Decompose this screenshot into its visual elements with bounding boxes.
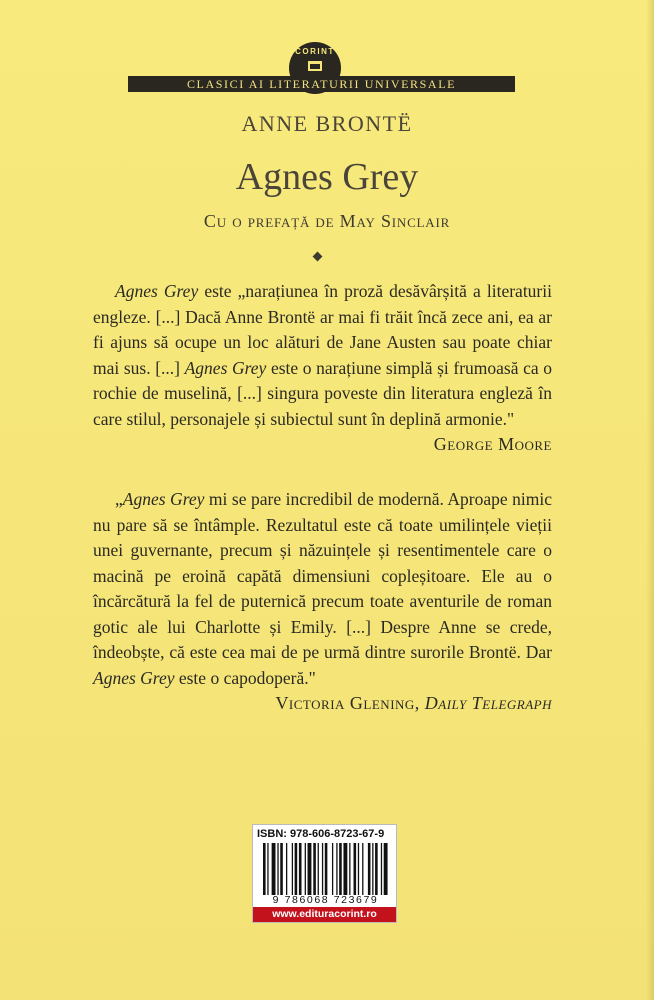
review-quote-1 (93, 279, 552, 458)
review-quote-2 (93, 487, 552, 717)
attribution-source: Daily Telegraph (424, 693, 552, 713)
barcode-label (252, 824, 397, 923)
attribution-author: Victoria Glening (275, 693, 415, 713)
quote-segment: este „narațiunea în proză desăvârșită a literaturii engleze. [...] Dacă Anne Brontë ar mai fi trăit încă zece ani, ea ar fi ajuns să ocupe un loc alături de Jane Austen sau poate chiar mai sus. [...] (93, 281, 552, 378)
quote-attribution (93, 432, 552, 458)
publisher-website: www.edituracorint.ro (253, 907, 396, 922)
italic-title: Agnes Grey (115, 281, 199, 301)
author-name: ANNE BRONTË (241, 111, 413, 136)
quote-segment: mi se pare incredibil de modernă. Aproape nimic nu pare să se întâmple. Rezultatul este că toate umilințele vieții unei guvernante, precum și năzuințele și resentimentele care o macină pe eroină capătă dimensiuni copleșitoare. Ele au o încărcătură la fel de puternică precum toate aventurile de roman gotic ale lui Charlotte și Emily. [...] Despre Anne se crede, îndeobște, că este cea mai de pe urmă dintre surorile Brontë. Dar (93, 489, 552, 662)
quote-segment: este o capodoperă." (174, 667, 316, 688)
isbn-text: ISBN: 978-606-8723-67-9 (257, 828, 385, 840)
quote-text (93, 279, 552, 432)
series-band: CLASICI AI LITERATURII UNIVERSALE (128, 76, 515, 92)
quote-segment: „ (115, 489, 123, 509)
quote-segment: este o narațiune simplă și frumoasă ca o rochie de muselină, [...] singura poveste din literatura engleză în care stilul, personajele și subiectul sunt în deplină armonie." (93, 357, 552, 429)
publisher-logo-text: CORINT (295, 47, 335, 56)
quote-text (93, 487, 552, 691)
barcode-digits: 9 786068 723679 (272, 894, 379, 906)
book-title: Agnes Grey (235, 156, 419, 198)
italic-title: Agnes Grey (122, 489, 205, 509)
attribution-author: George Moore (433, 434, 552, 454)
italic-title: Agnes Grey (184, 357, 267, 378)
book-icon (308, 61, 322, 71)
spine-shadow (646, 0, 654, 1000)
quote-attribution: Victoria Glening, Daily Telegraph (275, 693, 552, 713)
italic-title: Agnes Grey (93, 667, 175, 688)
barcode-icon (263, 843, 388, 895)
book-subtitle: Cu o prefață de May Sinclair (203, 211, 451, 231)
